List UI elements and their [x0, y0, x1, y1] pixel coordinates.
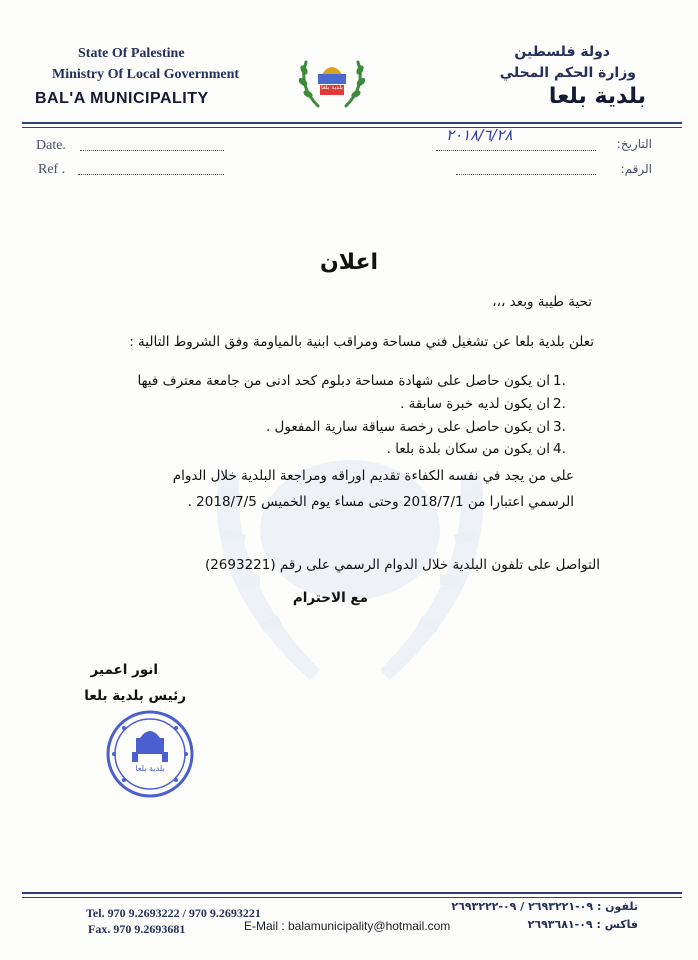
en-state-name: State Of Palestine	[78, 46, 185, 61]
ref-line	[78, 164, 224, 175]
municipality-logo	[296, 52, 368, 112]
condition-4-number: 4.	[553, 441, 566, 457]
signer-title: رئيس بلدية بلعا	[84, 688, 186, 704]
condition-2-text: ان يكون لديه خبرة سابقة .	[400, 396, 550, 412]
contact-line: التواصل على تلفون البلدية خلال الدوام الرسمي على رقم (2693221)	[204, 557, 600, 573]
ar-ministry-name: وزارة الحكم المحلي	[499, 65, 636, 81]
stamp-label: بلدية بلعا	[135, 764, 165, 773]
ref-label: Ref .	[38, 162, 66, 177]
condition-1-number: 1.	[553, 373, 566, 389]
en-ministry-name: Ministry Of Local Government	[52, 67, 240, 82]
logo-label: بلدية بلعا	[321, 84, 343, 91]
signer-name: انور اعمير	[90, 662, 158, 678]
date-line	[80, 140, 224, 151]
ar-ref-line	[456, 164, 596, 175]
condition-3-text: ان يكون حاصل على رخصة سياقة سارية المفعول .	[265, 419, 550, 435]
en-municipality-name: BAL'A MUNICIPALITY	[35, 90, 209, 107]
submission-line-1: على من يجد في نفسه الكفاءة تقديم اوراقه ومراجعة البلدية خلال الدوام	[172, 468, 574, 484]
condition-2-number: 2.	[553, 396, 566, 412]
footer-ar-tel: تلفون : ٠٩-٢٦٩٣٢٢١ / ٠٩-٢٦٩٣٢٢٢	[451, 900, 638, 913]
footer-tel: Tel. 970 9.2693222 / 970 9.2693221	[86, 906, 261, 920]
intro-paragraph: تعلن بلدية بلعا عن تشغيل فني مساحة ومراقب ابنية بالمياومة وفق الشروط التالية :	[129, 334, 594, 350]
regards: مع الاحترام	[292, 590, 368, 606]
condition-3-number: 3.	[553, 419, 566, 435]
condition-1-text: ان يكون حاصل على شهادة مساحة دبلوم كحد ادنى من جامعة معترف فيها	[137, 373, 550, 389]
condition-4-text: ان يكون من سكان بلدة بلعا .	[386, 441, 550, 457]
ar-ref-label: الرقم:	[620, 162, 652, 176]
ar-date-label: التاريخ:	[616, 137, 652, 151]
footer-rule-bottom	[22, 897, 682, 898]
header-rule-bottom	[22, 127, 682, 128]
footer-email[interactable]: E-Mail : balamunicipality@hotmail.com	[244, 919, 451, 933]
announcement-title: اعلان	[319, 250, 379, 275]
ar-state-name: دولة فلسطين	[514, 44, 610, 60]
official-stamp	[104, 708, 196, 800]
date-label: Date.	[36, 138, 66, 153]
footer-rule-top	[22, 892, 682, 894]
footer-ar-fax: فاكس : ٠٩-٢٦٩٣٦٨١	[527, 918, 638, 931]
greeting: تحية طيبة وبعد ،،،	[492, 294, 592, 310]
handwritten-date: ٢٠١٨/٦/٢٨	[446, 126, 513, 144]
submission-line-2: الرسمي اعتبارا من 2018/7/1 وحتى مساء يوم الخميس 2018/7/5 .	[187, 494, 574, 510]
ar-municipality-name: بلدية بلعا	[548, 84, 646, 109]
header-rule-top	[22, 122, 682, 124]
footer-fax: Fax. 970 9.2693681	[88, 922, 186, 936]
